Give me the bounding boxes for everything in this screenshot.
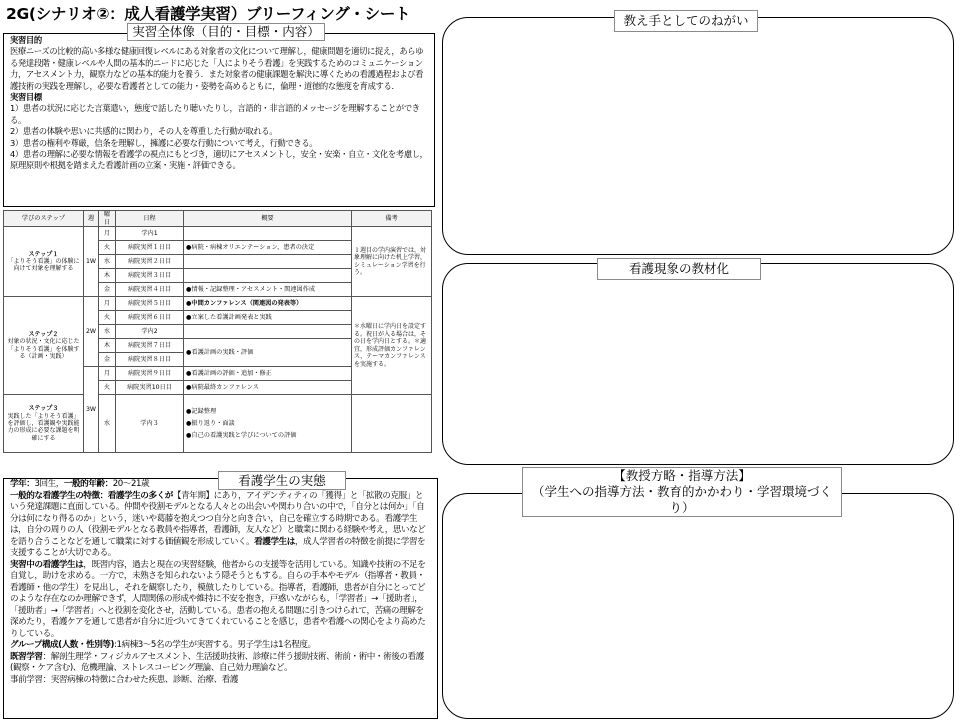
row-summary	[184, 227, 352, 241]
row-summary: ●病院・病棟オリエンテーション，患者の決定	[184, 241, 352, 255]
row-summary: ●情報・記録整理・アセスメント・関連図作成	[184, 283, 352, 297]
row-date: 病院実習１日目	[116, 241, 184, 255]
row-day: 火	[99, 241, 116, 255]
goal-item: 4）患者の理解に必要な情報を看護学の視点にもとづき，適切にアセスメントし，安全・安楽・自立・文化を考慮し，原理原則や根拠を踏まえた看護計画の立案・実施・評価できる。	[10, 149, 428, 171]
row-day: 月	[99, 227, 116, 241]
overview-label: 実習全体像（目的・目標・内容）	[127, 23, 325, 41]
row-date: 病院実習２日目	[116, 255, 184, 269]
step-2-name: ステップ２	[28, 330, 59, 338]
header-step: 学びのステップ	[4, 211, 84, 227]
students-text	[10, 479, 430, 686]
row-summary	[184, 395, 352, 453]
row-date: 病院実習６日目	[116, 311, 184, 325]
row-day: 水	[99, 395, 116, 453]
strategy-label	[522, 467, 842, 517]
summary-line: ●自己の看護実践と学びについての評価	[186, 431, 297, 439]
note-2: ＊水曜日に学内日を設定する。祝日が入る場合は，その日を学内日とする。＊適宜，形成評価カンファレンス，テーマカンファレンスを実施する。	[352, 297, 432, 395]
header-day: 曜日	[99, 211, 116, 227]
row-date: 病院実習５日目	[116, 297, 184, 311]
row-date: 病院実習９日目	[116, 367, 184, 381]
row-day: 月	[99, 367, 116, 381]
students-label: 看護学生の実態	[218, 471, 346, 490]
row-summary: ●立案した看護計画発表と実践	[184, 311, 352, 325]
step-2-desc: 対象の状況・文化に応じた「よりそう看護」を体験する（計画・実践）	[7, 338, 80, 361]
header-date: 日程	[116, 211, 184, 227]
week-1: 1W	[84, 227, 99, 297]
students-line: グループ構成(人数・性別等):1病棟3～5名の学生が実習する。男子学生は1名程度。	[10, 640, 316, 650]
overview-text	[10, 35, 430, 172]
row-day: 火	[99, 381, 116, 395]
row-date: 病院実習８日目	[116, 353, 184, 367]
step-3-name: ステップ３	[28, 405, 59, 413]
row-day: 水	[99, 325, 116, 339]
material-panel	[442, 263, 954, 465]
strategy-panel	[442, 493, 954, 719]
step-3-cell	[4, 395, 84, 453]
strategy-label-2: （学生への指導方法・教育的かかわり・学習環境づくり）	[531, 484, 832, 515]
step-2-cell	[4, 297, 84, 395]
step-1-desc: 「よりそう看護」の体験に向けて対象を理解する	[7, 257, 80, 273]
row-day: 木	[99, 339, 116, 353]
row-date: 学内2	[116, 325, 184, 339]
row-day: 水	[99, 255, 116, 269]
row-summary: ●中間カンファレンス（関連図の発表等）	[184, 297, 352, 311]
page-title: 2G(シナリオ②：成人看護学実習）ブリーフィング・シート	[6, 5, 411, 23]
row-date: 病院実習10日目	[116, 381, 184, 395]
week-2: 2W	[84, 297, 99, 367]
schedule-table	[3, 210, 432, 453]
summary-line: ●記録整理	[186, 407, 217, 415]
row-day: 金	[99, 283, 116, 297]
row-day: 金	[99, 353, 116, 367]
header-week: 週	[84, 211, 99, 227]
students-line: 既習学習：解剖生理学・フィジカルアセスメント、生活援助技術、診療に伴う援助技術、術前・術中・術後の看護(観察・ケア含む)、危機理論、ストレスコーピング理論、自己効力理論など。	[10, 651, 424, 673]
row-summary: ●看護計画の評価・追加・修正	[184, 367, 352, 381]
row-date: 病院実習３日目	[116, 269, 184, 283]
students-line: 学年：3回生，一般的年齢：20～21歳	[10, 479, 150, 489]
material-label: 看護現象の教材化	[597, 258, 761, 280]
students-line: 一般的な看護学生の特徴：看護学生の多くが【青年期】にあり，アイデンティティの「獲得」と「拡散の克服」という発達課題に直面している。仲間や役割モデルとなる人々との出会いや関わり合いの中で，「自分とは何か」「自分は何になり得るのか」という，迷いや葛藤を抱えつつ自分と向き合い，自己を確立する時期である。看護学生は，自分の周りの人（役割モデルとなる教員や指導者，看護師，友人など）と職業に関わる経験や考え，思いなどを語り合うことなどを通して職業に対する価値観を形成していく。看護学生は，成人学習者の特徴を前提に学習を支援することが大切である。	[10, 490, 426, 558]
students-line: 事前学習：実習病棟の特徴に合わせた疾患、診断、治療、看護	[10, 674, 239, 685]
row-day: 火	[99, 311, 116, 325]
summary-line: ●振り返り・面談	[186, 419, 235, 427]
purpose-text: 医療ニーズの比較的高い多様な健康回復レベルにある対象者の文化について理解し，健康問題を適切に捉え，あらゆる発達段階・健康レベルや人間の基本的ニードに応じた「人によりそう看護」を実践するためのコミュニケーション力，アセスメント力，観察力などの基本的能力を養う．また対象者の健康課題を解決に導くための看護過程および看護技術の実践を理解し，必要な看護者としての能力・姿勢を高めるともに，倫理・道徳的な態度を育成する．	[10, 46, 424, 91]
note-3	[352, 395, 432, 453]
note-1: １週目の学内演習では，対象理解に向けた机上学習，シミュレーション学習を行う。	[352, 227, 432, 297]
header-notes: 備考	[352, 211, 432, 227]
week-3: 3W	[84, 367, 99, 453]
row-date: 病院実習７日目	[116, 339, 184, 353]
students-line: 実習中の看護学生は，既習内容，過去と現在の実習経験，他者からの支援等を活用している。知識や技術の不足を自覚し，助けを求める。一方で，未熟さを知られないよう隠そうともする。自らの手本やモデル（指導者・教員・看護師・他の学生）を見出し，それを観察したり，模倣したりしている。指導者，看護師，患者が自分にとってどのような存在なのか理解できず，人間関係の形成や維持に不安を抱き，戸惑いながらも，「学習者」→「援助者」，「援助者」→「学習者」へと役割を変化させ，活動している。患者の抱える問題に引きつけられて，苦痛の理解を深めたり，看護ケアを通して患者が自分に近づいてきてくれていることを感じ，患者や看護への関心をより高めたりしている。	[10, 559, 426, 639]
row-summary	[184, 255, 352, 269]
wish-label: 教え手としてのねがい	[614, 10, 758, 32]
row-date: 学内1	[116, 227, 184, 241]
strategy-label-1: 【教授方略・指導方法】	[613, 468, 751, 483]
row-day: 月	[99, 297, 116, 311]
row-day: 木	[99, 269, 116, 283]
row-summary: ●病院最終カンファレンス	[184, 381, 352, 395]
row-date: 学内３	[116, 395, 184, 453]
step-1-cell	[4, 227, 84, 297]
purpose-heading: 実習目的	[10, 35, 42, 45]
step-1-name: ステップ１	[28, 250, 59, 258]
goal-item: 2）患者の体験や思いに共感的に関わり，その人を尊重した行動が取れる。	[10, 126, 278, 137]
row-summary	[184, 269, 352, 283]
row-summary: ●看護計画の実践・評価	[184, 339, 352, 367]
goal-item: 3）患者の権利や尊厳，信条を理解し，擁護に必要な行動について考え，行動できる。	[10, 137, 318, 148]
wish-panel	[442, 17, 954, 255]
step-3-desc: 実践した「よりそう看護」を評価し，看護観や実践能力の形成に必要な課題を明確にする	[7, 412, 80, 442]
row-summary	[184, 325, 352, 339]
goals-heading: 実習目標	[10, 92, 42, 103]
goal-item: 1）患者の状況に応じた言葉遣い，態度で話したり聴いたりし，言語的・非言語的メッセージを理解することができる。	[10, 103, 420, 125]
row-date: 病院実習４日目	[116, 283, 184, 297]
header-summary: 概要	[184, 211, 352, 227]
